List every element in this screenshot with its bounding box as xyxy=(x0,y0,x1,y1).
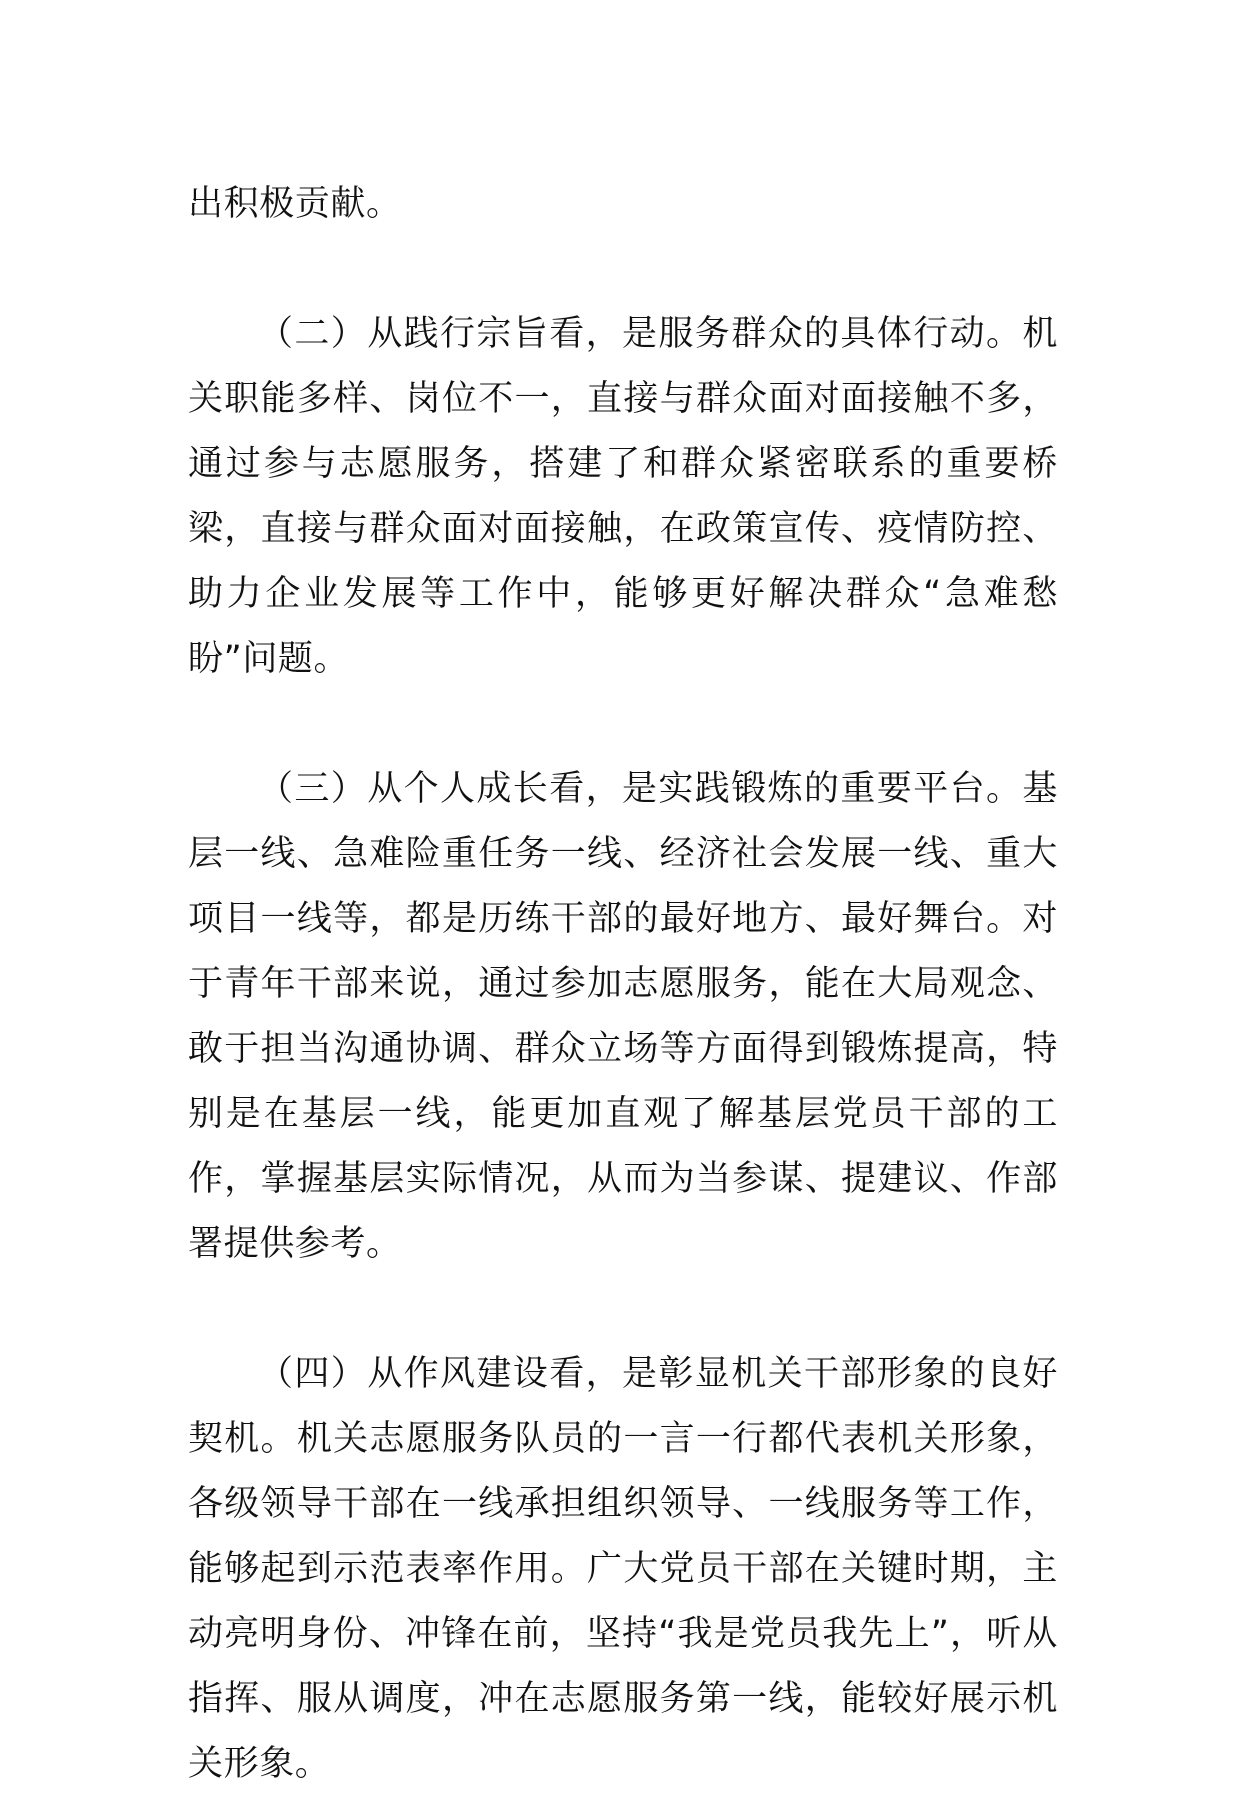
paragraph-continuation: 出积极贡献。 xyxy=(188,184,402,224)
paragraph-section-2: （二）从践行宗旨看，是服务群众的具体行动。机关职能多样、岗位不一，直接与群众面对面接触不多，通过参与志愿服务，搭建了和群众紧密联系的重要桥梁，直接与群众面对面接触，在政策宣传、疫情防控、助力企业发展等工作中，能够更好解决群众“急难愁盼”问题。 xyxy=(188,314,1058,679)
paragraph-section-4: （四）从作风建设看，是彰显机关干部形象的良好契机。机关志愿服务队员的一言一行都代表机关形象，各级领导干部在一线承担组织领导、一线服务等工作，能够起到示范表率作用。广大党员干部在关键时期，主动亮明身份、冲锋在前，坚持“我是党员我先上”，听从指挥、服从调度，冲在志愿服务第一线，能较好展示机关形象。 xyxy=(188,1354,1058,1784)
paragraph-section-3: （三）从个人成长看，是实践锻炼的重要平台。基层一线、急难险重任务一线、经济社会发展一线、重大项目一线等，都是历练干部的最好地方、最好舞台。对于青年干部来说，通过参加志愿服务，能在大局观念、敢于担当沟通协调、群众立场等方面得到锻炼提高，特别是在基层一线，能更加直观了解基层党员干部的工作，掌握基层实际情况，从而为当参谋、提建议、作部署提供参考。 xyxy=(188,769,1058,1264)
document-body xyxy=(188,172,1058,1797)
